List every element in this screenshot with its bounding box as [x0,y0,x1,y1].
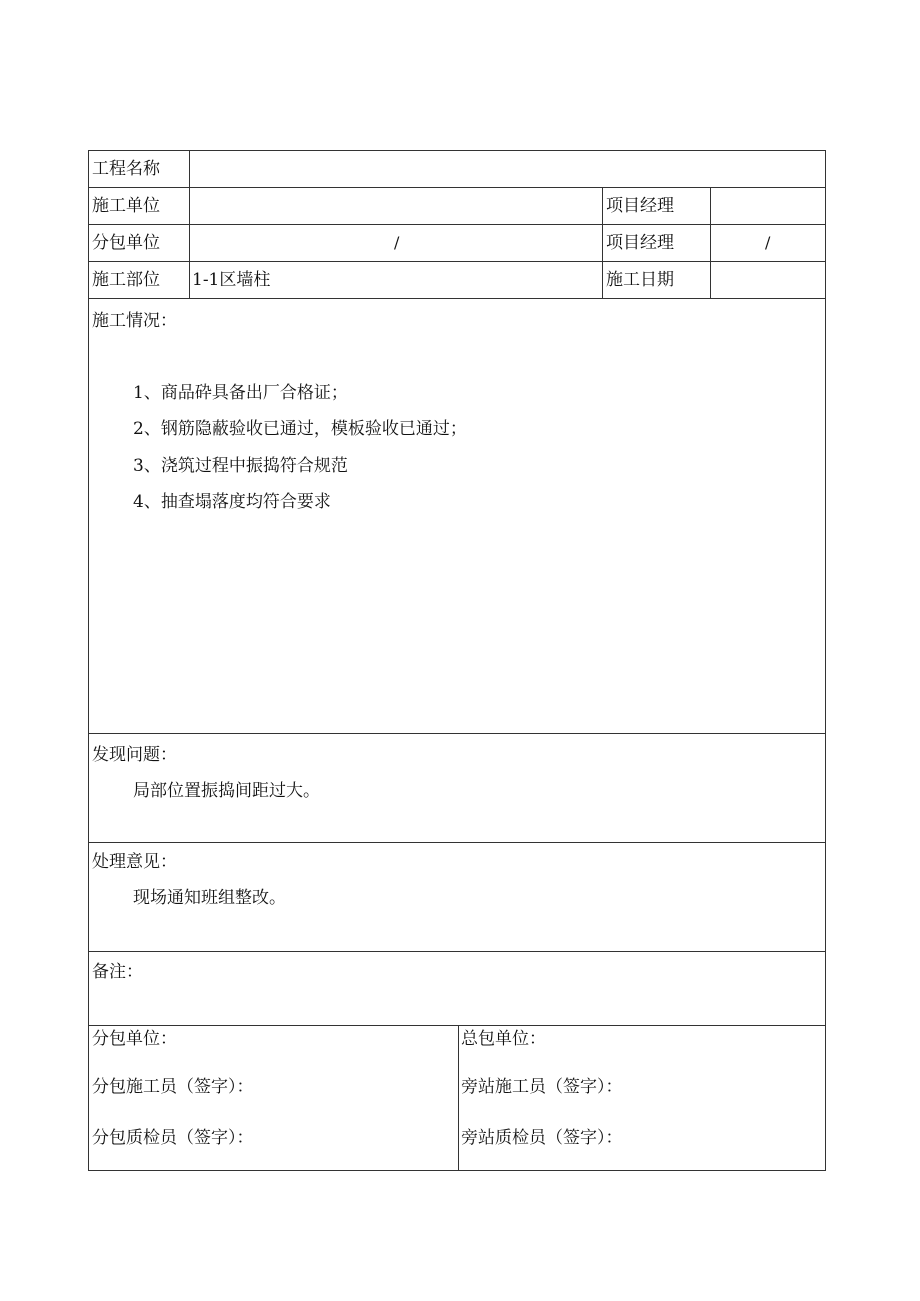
main-inspector-sign-label: 旁站质检员（签字）： [461,1128,623,1148]
sub-unit-sign-label: 分包单位： [92,1029,177,1049]
row-divider [89,261,825,262]
problems-heading: 发现问题： [92,745,177,765]
location-label: 施工部位 [92,270,160,290]
situation-item: 1、商品砕具备出厂合格证； [133,383,348,403]
section-divider [89,842,825,843]
column-divider [189,151,190,298]
situation-item: 3、浇筑过程中振捣符合规范 [133,456,348,476]
section-divider [89,1025,825,1026]
construction-unit-label: 施工单位 [92,196,160,216]
section-divider [89,951,825,952]
situation-item: 2、钢筋隐蔽验收已通过，模板验收已通过； [133,419,467,439]
situation-heading: 施工情况： [92,311,177,331]
inspection-form [88,150,826,1171]
section-divider [89,733,825,734]
column-divider [710,187,711,298]
sub-worker-sign-label: 分包施工员（签字）： [92,1077,254,1097]
row-divider [89,224,825,225]
column-divider [602,187,603,298]
signature-divider [458,1025,459,1170]
problems-text: 局部位置振捣间距过大。 [133,781,320,801]
sub-inspector-sign-label: 分包质检员（签字）： [92,1128,254,1148]
handling-text: 现场通知班组整改。 [133,888,286,908]
situation-item: 4、抽查塌落度均符合要求 [133,492,331,512]
project-manager-label: 项目经理 [606,196,674,216]
remarks-heading: 备注： [92,962,143,982]
subcontract-manager-value: / [765,233,771,252]
main-worker-sign-label: 旁站施工员（签字）： [461,1077,623,1097]
location-value: 1-1区墙柱 [192,270,271,290]
main-unit-sign-label: 总包单位： [461,1029,546,1049]
subcontract-unit-label: 分包单位 [92,233,160,253]
project-name-label: 工程名称 [92,159,160,179]
row-divider [89,298,825,299]
subcontract-unit-value: / [394,233,400,252]
handling-heading: 处理意见： [92,852,177,872]
row-divider [89,187,825,188]
date-label: 施工日期 [606,270,674,290]
subcontract-manager-label: 项目经理 [606,233,674,253]
